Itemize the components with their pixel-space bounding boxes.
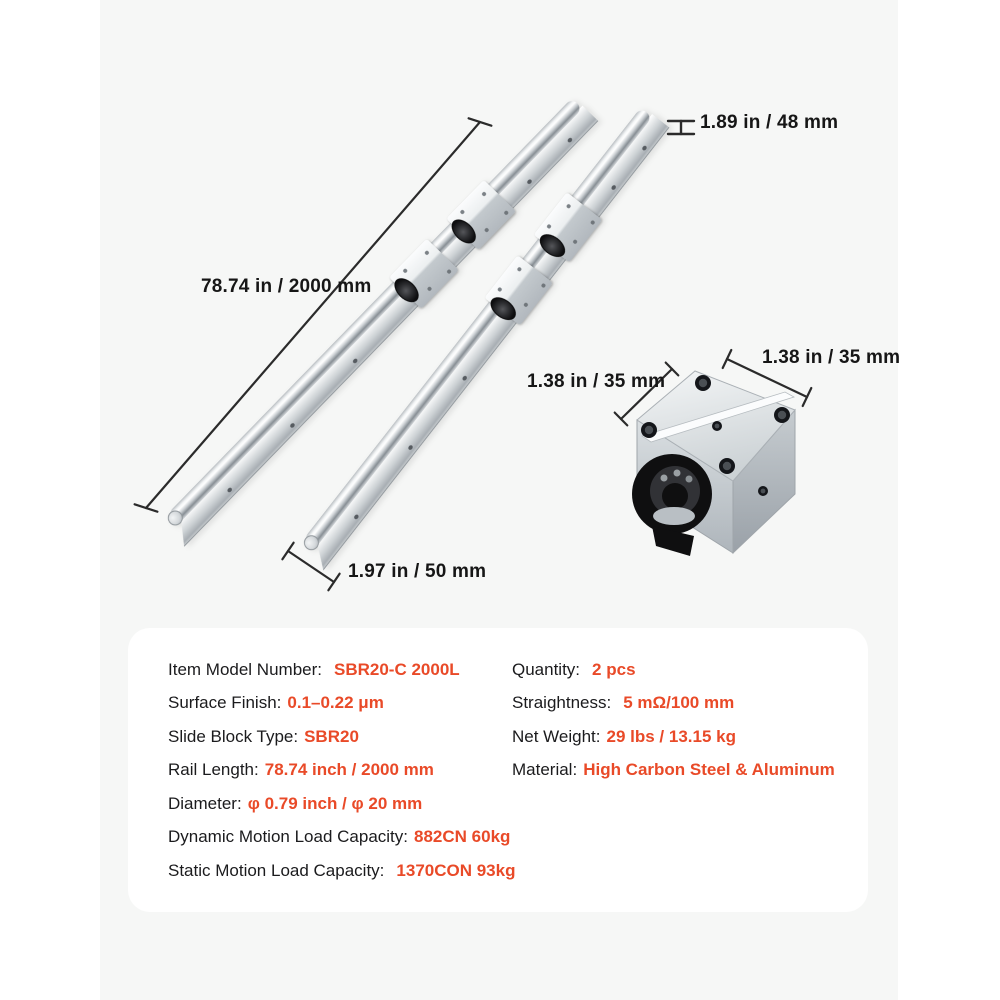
- rail-height-dimension-label: 1.89 in / 48 mm: [700, 112, 839, 133]
- spec-row-slide-block-type: [168, 725, 359, 749]
- screw-holes: [460, 209, 466, 215]
- spec-label: Dynamic Motion Load Capacity:: [168, 827, 409, 846]
- spec-value: High Carbon Steel & Aluminum: [583, 760, 835, 779]
- spec-label: Material:: [512, 760, 578, 779]
- height-dimension-icon: [668, 121, 694, 134]
- spec-row-dynamic-load: [168, 825, 510, 849]
- screw-holes: [546, 224, 552, 230]
- spec-value: 0.1–0.22 μm: [287, 693, 384, 712]
- spec-label: Item Model Number:: [168, 660, 322, 679]
- spec-row-net-weight: [512, 725, 736, 749]
- spec-value: 882CN 60kg: [414, 827, 511, 846]
- rail-base-width-dimension-label: 1.97 in / 50 mm: [348, 561, 487, 582]
- rail-length-dimension-label: 78.74 in / 2000 mm: [201, 276, 372, 297]
- spec-label: Quantity:: [512, 660, 581, 679]
- spec-value: 29 lbs / 13.15 kg: [606, 727, 736, 746]
- spec-value: 78.74 inch / 2000 mm: [264, 760, 434, 779]
- spec-label: Straightness:: [512, 693, 612, 712]
- spec-value: 1370CON 93kg: [396, 861, 516, 880]
- spec-label: Slide Block Type:: [168, 727, 299, 746]
- spec-label: Rail Length:: [168, 760, 259, 779]
- spec-value: SBR20-C 2000L: [334, 660, 460, 679]
- spec-value: 5 mΩ/100 mm: [623, 693, 735, 712]
- length-dimension-line: [135, 118, 492, 511]
- spec-row-material: [512, 758, 835, 782]
- spec-row-quantity: [512, 658, 636, 682]
- spec-label: Static Motion Load Capacity:: [168, 861, 385, 880]
- screw-holes: [497, 287, 503, 293]
- block-bore: [632, 454, 712, 556]
- product-image-canvas: [100, 0, 901, 1000]
- block-side-width-dimension-label: 1.38 in / 35 mm: [762, 347, 901, 368]
- spec-panel: [128, 628, 868, 912]
- spec-row-diameter: [168, 792, 422, 816]
- spec-row-straightness: [512, 691, 734, 715]
- slide-block-closeup: [630, 366, 820, 558]
- spec-row-surface-finish: [168, 691, 384, 715]
- spec-value: φ 0.79 inch / φ 20 mm: [247, 794, 423, 813]
- spec-label: Diameter:: [168, 794, 242, 813]
- screw-holes: [402, 268, 408, 274]
- block-top-width-dimension-label: 1.38 in / 35 mm: [527, 371, 666, 392]
- spec-value: 2 pcs: [592, 660, 636, 679]
- spec-label: Surface Finish:: [168, 693, 282, 712]
- spec-row-rail-length: [168, 758, 434, 782]
- spec-row-item-model-number: [168, 658, 460, 682]
- spec-row-static-load: [168, 859, 515, 883]
- spec-label: Net Weight:: [512, 727, 601, 746]
- spec-value: SBR20: [304, 727, 359, 746]
